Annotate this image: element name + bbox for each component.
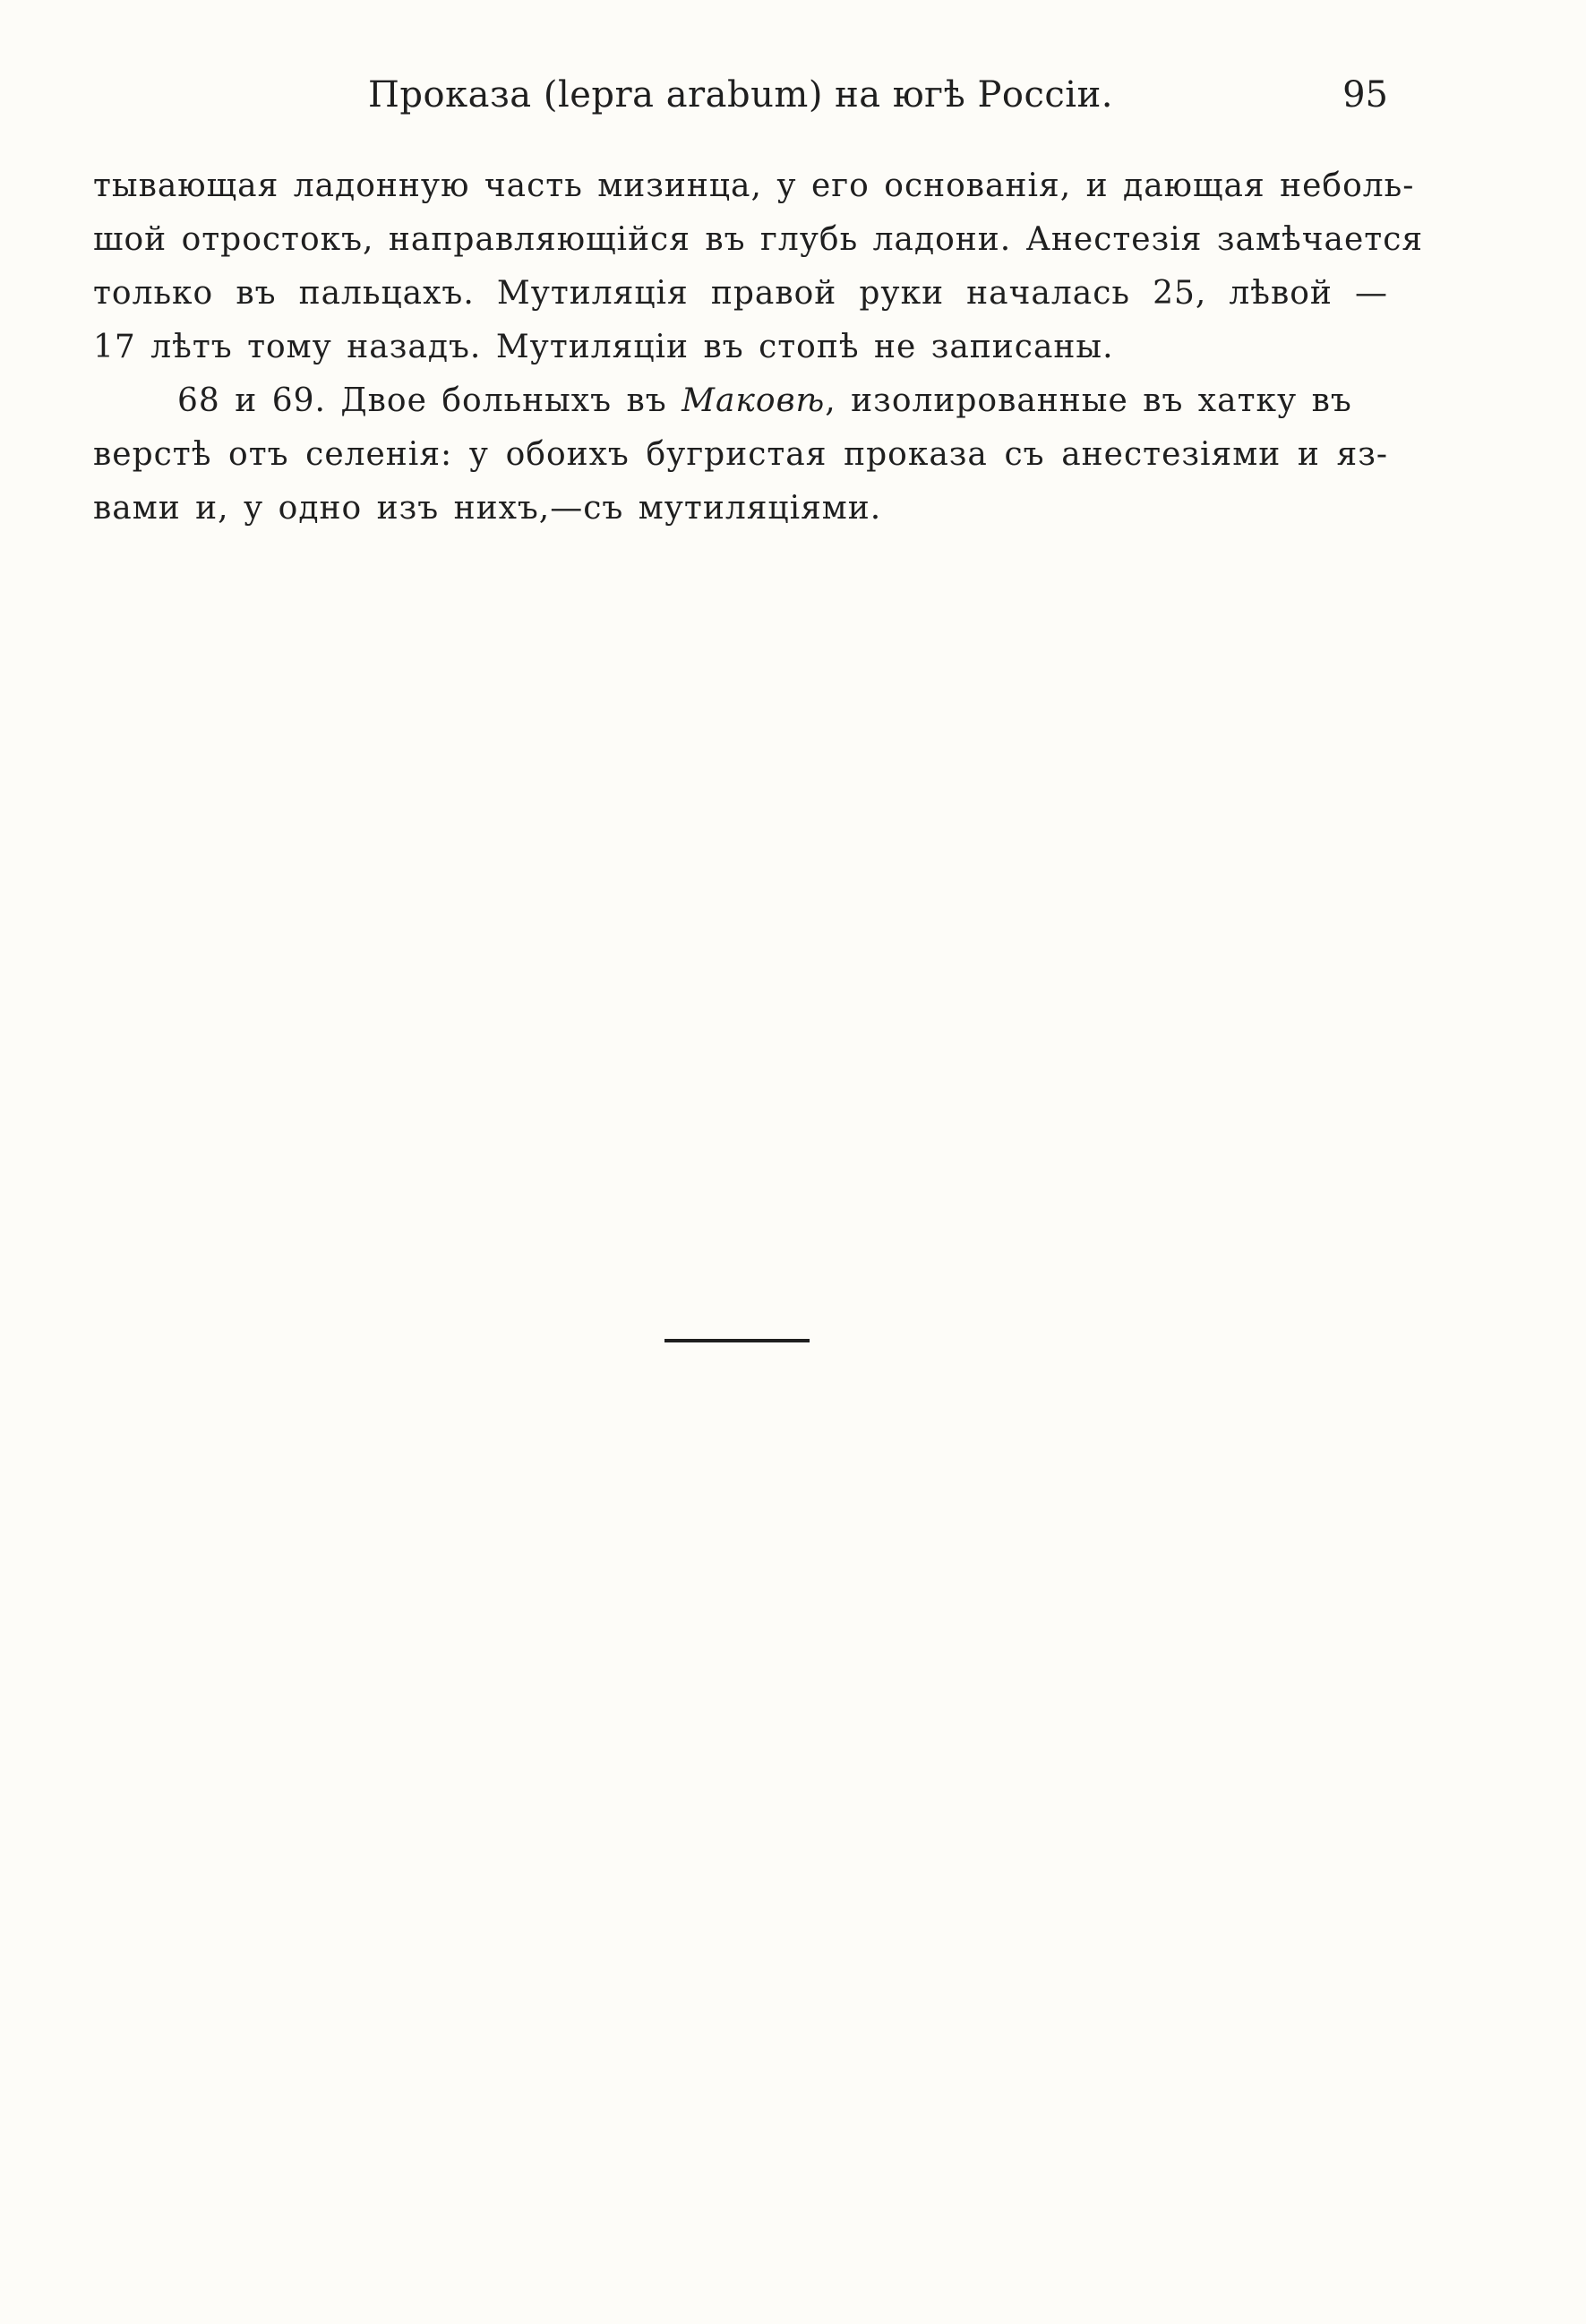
page-number: 95 — [1342, 74, 1388, 116]
running-head — [93, 70, 1388, 120]
text-line-1: тывающая ладонную часть мизинца, у его основанія, и дающая неболь- — [93, 167, 1415, 204]
case-text-continuation: , изолированные въ хатку въ — [825, 382, 1352, 419]
text-line-4: 17 лѣтъ тому назадъ. Мутиляціи въ стопѣ не записаны. — [93, 329, 1114, 365]
text-line-3: только въ пальцахъ. Мутиляція правой руки началась 25, лѣвой — — [93, 275, 1388, 312]
body-text — [93, 159, 1424, 536]
text-line-5 — [93, 374, 1388, 428]
section-end-rule — [664, 1339, 810, 1342]
text-line-6: верстѣ отъ селенія: у обоихъ бугристая проказа съ анестезіями и яз- — [93, 436, 1388, 473]
case-number-lead: 68 и 69. Двое больныхъ въ — [177, 382, 682, 419]
running-title: Проказа (lepra arabum) на югѣ Россіи. — [368, 74, 1113, 116]
text-line-2: шой отростокъ, направляющійся въ глубь ладони. Анестезія замѣчается — [93, 221, 1424, 258]
text-line-7: вами и, у одно изъ нихъ,—съ мутиляціями. — [93, 490, 882, 527]
place-name: Маковѣ — [682, 382, 826, 419]
